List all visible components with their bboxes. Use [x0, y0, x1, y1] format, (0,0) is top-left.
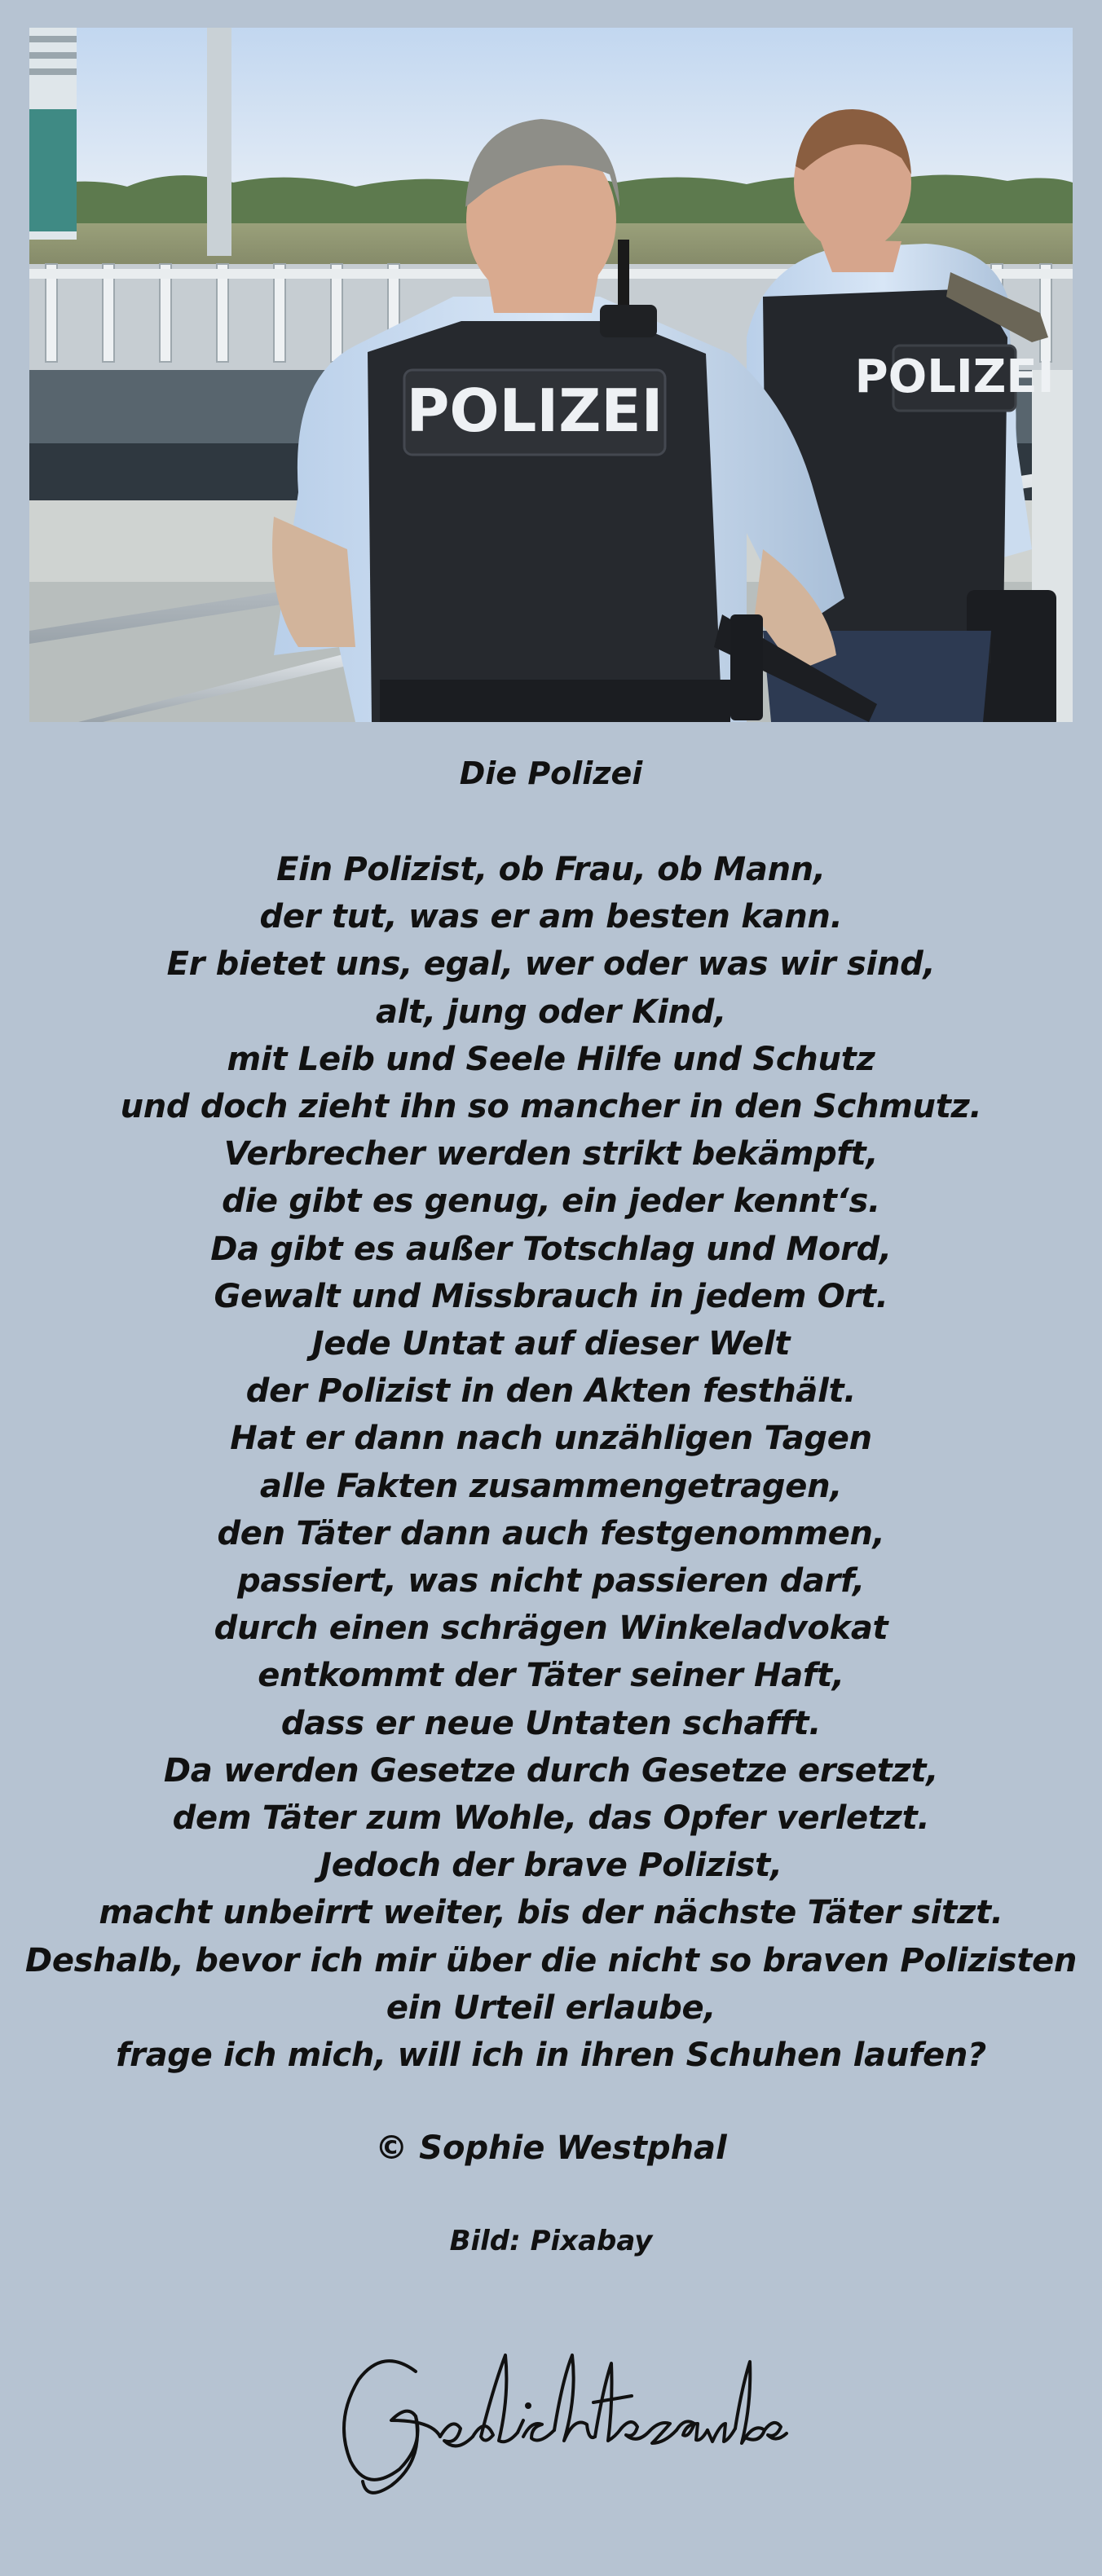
poem-line: ein Urteil erlaube, [386, 1988, 716, 2027]
poem-line: Deshalb, bevor ich mir über die nicht so braven Polizisten [24, 1941, 1078, 1979]
poem-line: Ein Polizist, ob Frau, ob Mann, [276, 851, 826, 888]
poem-line: Verbrecher werden strikt bekämpft, [223, 1135, 879, 1174]
poem-line: durch einen schrägen Winkeladvokat [214, 1609, 888, 1648]
poem-line: frage ich mich, will ich in ihren Schuhen laufen? [116, 2037, 986, 2075]
vest-label-left: POLIZEI [406, 376, 663, 445]
police-photo [29, 28, 1073, 722]
poem-line: die gibt es genug, ein jeder kennt‘s. [222, 1182, 880, 1221]
copyright-notice: © Sophie Westphal [375, 2129, 727, 2168]
poem-line: den Täter dann auch festgenommen, [217, 1514, 885, 1552]
poem-line: Hat er dann nach unzähligen Tagen [230, 1420, 872, 1458]
image-credit: Bild: Pixabay [449, 2225, 653, 2258]
poem-line: Da gibt es außer Totschlag und Mord, [210, 1230, 892, 1268]
poem-line: mit Leib und Seele Hilfe und Schutz [227, 1040, 875, 1078]
police-photo-illustration [29, 28, 1073, 722]
signature-script [318, 2339, 791, 2502]
poem-title: Die Polizei [459, 755, 643, 791]
poem-line: macht unbeirrt weiter, bis der nächste Täter sitzt. [99, 1894, 1003, 1932]
poem-line: Gewalt und Missbrauch in jedem Ort. [214, 1277, 888, 1315]
poem-body [0, 846, 1102, 2079]
poem-line: alt, jung oder Kind, [375, 993, 727, 1031]
poem-line: der tut, was er am besten kann. [259, 898, 843, 936]
vest-label-right: POLIZEI [854, 350, 1055, 403]
poem-line: Jede Untat auf dieser Welt [311, 1325, 791, 1363]
poem-line: Er bietet uns, egal, wer oder was wir sind, [166, 945, 936, 984]
poem-line: passiert, was nicht passieren darf, [237, 1562, 865, 1601]
poem-line: entkommt der Täter seiner Haft, [258, 1657, 844, 1695]
poem-line: und doch zieht ihn so mancher in den Schmutz. [120, 1088, 982, 1126]
poem-line: der Polizist in den Akten festhält. [245, 1372, 857, 1411]
signature-logo [318, 2339, 791, 2502]
poem-line: Da werden Gesetze durch Gesetze ersetzt, [163, 1751, 939, 1790]
poem-line: alle Fakten zusammengetragen, [259, 1467, 843, 1505]
poem-line: dass er neue Untaten schafft. [280, 1704, 822, 1742]
poem-line: Jedoch der brave Polizist, [320, 1847, 782, 1885]
poem-line: dem Täter zum Wohle, das Opfer verletzt. [172, 1799, 930, 1838]
poem-section [0, 750, 1102, 2265]
